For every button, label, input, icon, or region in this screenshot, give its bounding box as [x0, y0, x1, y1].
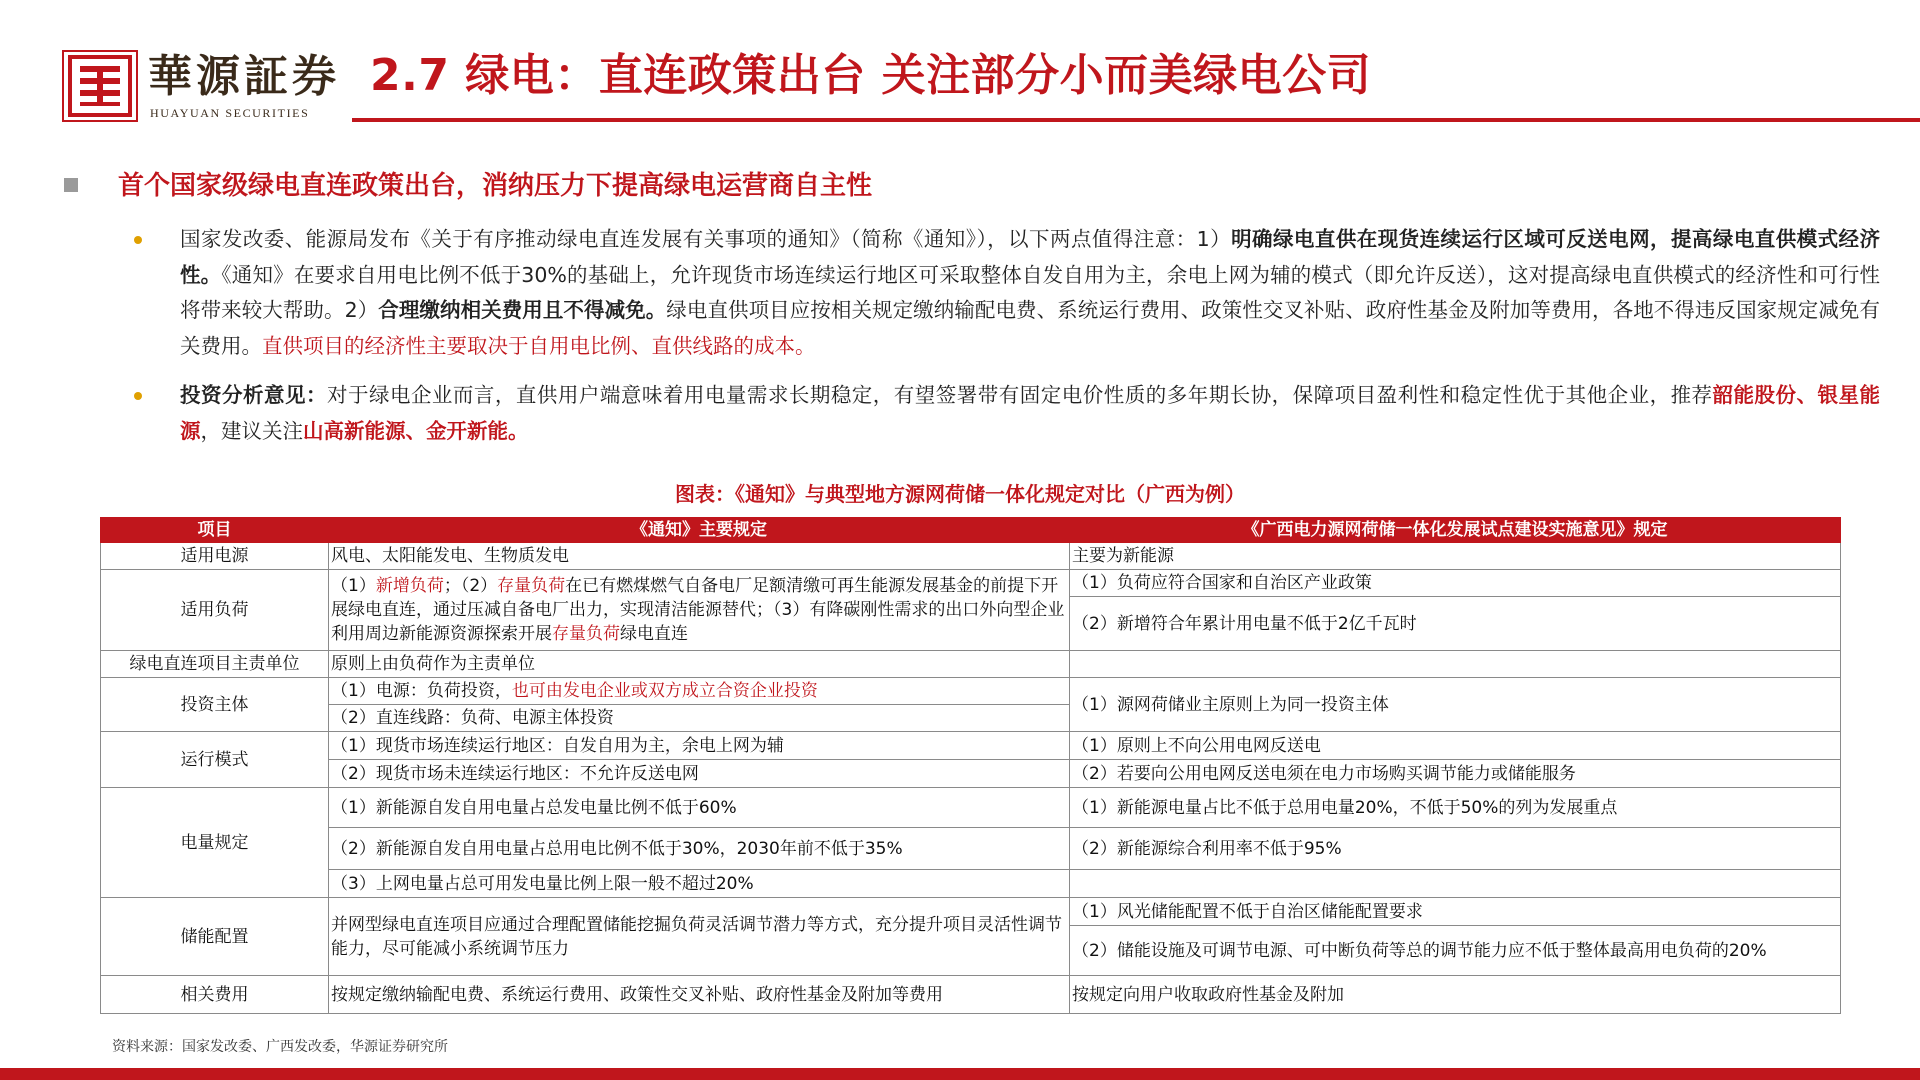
table-row	[101, 651, 1841, 678]
table-cell: （1）负荷应符合国家和自治区产业政策	[1070, 570, 1841, 597]
red-text: 也可由发电企业或双方成立合资企业投资	[511, 681, 818, 701]
text-span: （1）电源：负荷投资，	[331, 681, 512, 701]
red-text: 存量负荷	[552, 624, 620, 644]
source-note: 资料来源：国家发改委、广西发改委，华源证券研究所	[112, 1039, 448, 1055]
table-cell: （1）源网荷储业主原则上为同一投资主体	[1070, 678, 1841, 732]
table-cell: （1）原则上不向公用电网反送电	[1070, 732, 1841, 760]
table-cell	[329, 570, 1070, 651]
row-label: 运行模式	[101, 732, 329, 788]
table-row	[101, 828, 1841, 870]
table-cell	[1070, 870, 1841, 898]
row-label: 适用负荷	[101, 570, 329, 651]
table-cell	[1070, 651, 1841, 678]
policy-paragraph	[180, 222, 1880, 364]
table-cell: （2）直连线路：负荷、电源主体投资	[329, 705, 1070, 732]
header-divider	[352, 118, 1920, 122]
table-cell: （1）新能源自发自用电量占总发电量比例不低于60%	[329, 788, 1070, 828]
text-span: 绿电直连	[620, 624, 688, 644]
table-cell: （1）新能源电量占比不低于总用电量20%，不低于50%的列为发展重点	[1070, 788, 1841, 828]
table-row	[101, 760, 1841, 788]
table-cell: （2）新能源综合利用率不低于95%	[1070, 828, 1841, 870]
table-row	[101, 732, 1841, 760]
red-text: 直供项目的经济性主要取决于自用电比例、直供线路的成本。	[262, 333, 816, 358]
table-cell: （2）现货市场未连续运行地区：不允许反送电网	[329, 760, 1070, 788]
table-row	[101, 570, 1841, 597]
footer-bar	[0, 1068, 1920, 1080]
highlight-text: 明确绿电直供在现货连续运行区域可反送电网，提高绿电直供模式经济性。	[180, 227, 1881, 287]
table-row	[101, 870, 1841, 898]
investment-paragraph	[180, 378, 1880, 449]
table-cell: （3）上网电量占总可用发电量比例上限一般不超过20%	[329, 870, 1070, 898]
table-header-row	[101, 518, 1841, 543]
table-row	[101, 678, 1841, 705]
text-span: 国家发改委、能源局发布《关于有序推动绿电直连发展有关事项的通知》（简称《通知》），以下两点值得注意：1）	[180, 227, 1232, 251]
table-cell: 主要为新能源	[1070, 543, 1841, 570]
table-cell: （2）储能设施及可调节电源、可中断负荷等总的调节能力应不低于整体最高用电负荷的20%	[1070, 926, 1841, 976]
red-text: 山高新能源、金开新能。	[303, 418, 529, 443]
table-row	[101, 898, 1841, 926]
row-label: 电量规定	[101, 788, 329, 898]
brand-logo-icon	[62, 50, 138, 122]
text-span: 绿电直供项目应按相关规定缴纳输配电费、系统运行费用、政策性交叉补贴、政府性基金及附加等费用，各地不得违反国家规定减免有关费用。	[180, 298, 1881, 358]
text-span: 对于绿电企业而言，直供用户端意味着用电量需求长期稳定，有望签署带有固定电价性质的多年期长协，保障项目盈利性和稳定性优于其他企业，推荐	[326, 383, 1713, 407]
table-cell: 原则上由负荷作为主责单位	[329, 651, 1070, 678]
red-text: 新增负荷	[375, 576, 444, 596]
brand-name-en: HUAYUAN SECURITIES	[150, 106, 310, 120]
comparison-table	[100, 517, 1841, 1014]
section-heading: 首个国家级绿电直连政策出台，消纳压力下提高绿电运营商自主性	[118, 171, 873, 201]
table-cell: 按规定缴纳输配电费、系统运行费用、政策性交叉补贴、政府性基金及附加等费用	[329, 976, 1070, 1014]
red-text: 存量负荷	[497, 576, 566, 596]
bullet-dot-icon	[134, 236, 142, 244]
text-span: ，建议关注	[200, 418, 303, 443]
table-row	[101, 788, 1841, 828]
row-label: 绿电直连项目主责单位	[101, 651, 329, 678]
column-header: 项目	[101, 518, 329, 543]
table-cell: （1）现货市场连续运行地区：自发自用为主，余电上网为辅	[329, 732, 1070, 760]
row-label: 适用电源	[101, 543, 329, 570]
brand-name: 華源証券	[148, 51, 340, 102]
table-cell: （2）新能源自发自用电量占总用电比例不低于30%，2030年前不低于35%	[329, 828, 1070, 870]
row-label: 储能配置	[101, 898, 329, 976]
column-header: 《通知》主要规定	[329, 518, 1070, 543]
red-text: 韶能股份、银星能源	[180, 383, 1881, 443]
text-span: 在已有燃煤燃气自备电厂足额清缴可再生能源发展基金的前提下开展绿电直连，通过压减自备电厂出力，实现清洁能源替代；（3）有降碳刚性需求的出口外向型企业利用周边新能源资源探索开展	[331, 576, 1065, 644]
row-label: 相关费用	[101, 976, 329, 1014]
highlight-text: 投资分析意见：	[180, 383, 327, 407]
table-row	[101, 543, 1841, 570]
table-cell: 并网型绿电直连项目应通过合理配置储能挖掘负荷灵活调节潜力等方式，充分提升项目灵活性调节能力，尽可能减小系统调节压力	[329, 898, 1070, 976]
highlight-text: 合理缴纳相关费用且不得减免。	[378, 298, 667, 322]
text-span: ；（2）	[443, 576, 498, 596]
table-cell: （1）风光储能配置不低于自治区储能配置要求	[1070, 898, 1841, 926]
square-bullet-icon	[64, 178, 78, 192]
row-label: 投资主体	[101, 678, 329, 732]
table-cell: （2）新增符合年累计用电量不低于2亿千瓦时	[1070, 597, 1841, 651]
table-cell: 按规定向用户收取政府性基金及附加	[1070, 976, 1841, 1014]
page-title: 2.7 绿电：直连政策出台 关注部分小而美绿电公司	[370, 50, 1372, 101]
table-caption: 图表：《通知》与典型地方源网荷储一体化规定对比（广西为例）	[675, 482, 1245, 506]
text-span: 《通知》在要求自用电比例不低于30%的基础上，允许现货市场连续运行地区可采取整体自发自用为主，余电上网为辅的模式（即允许反送），这对提高绿电直供模式的经济性和可行性将带来较大帮助。2）	[180, 262, 1880, 322]
bullet-dot-icon	[134, 392, 142, 400]
table-row	[101, 976, 1841, 1014]
text-span: （1）	[331, 576, 376, 596]
table-cell	[329, 678, 1070, 705]
table-cell: （2）若要向公用电网反送电须在电力市场购买调节能力或储能服务	[1070, 760, 1841, 788]
column-header: 《广西电力源网荷储一体化发展试点建设实施意见》规定	[1070, 518, 1841, 543]
table-cell: 风电、太阳能发电、生物质发电	[329, 543, 1070, 570]
